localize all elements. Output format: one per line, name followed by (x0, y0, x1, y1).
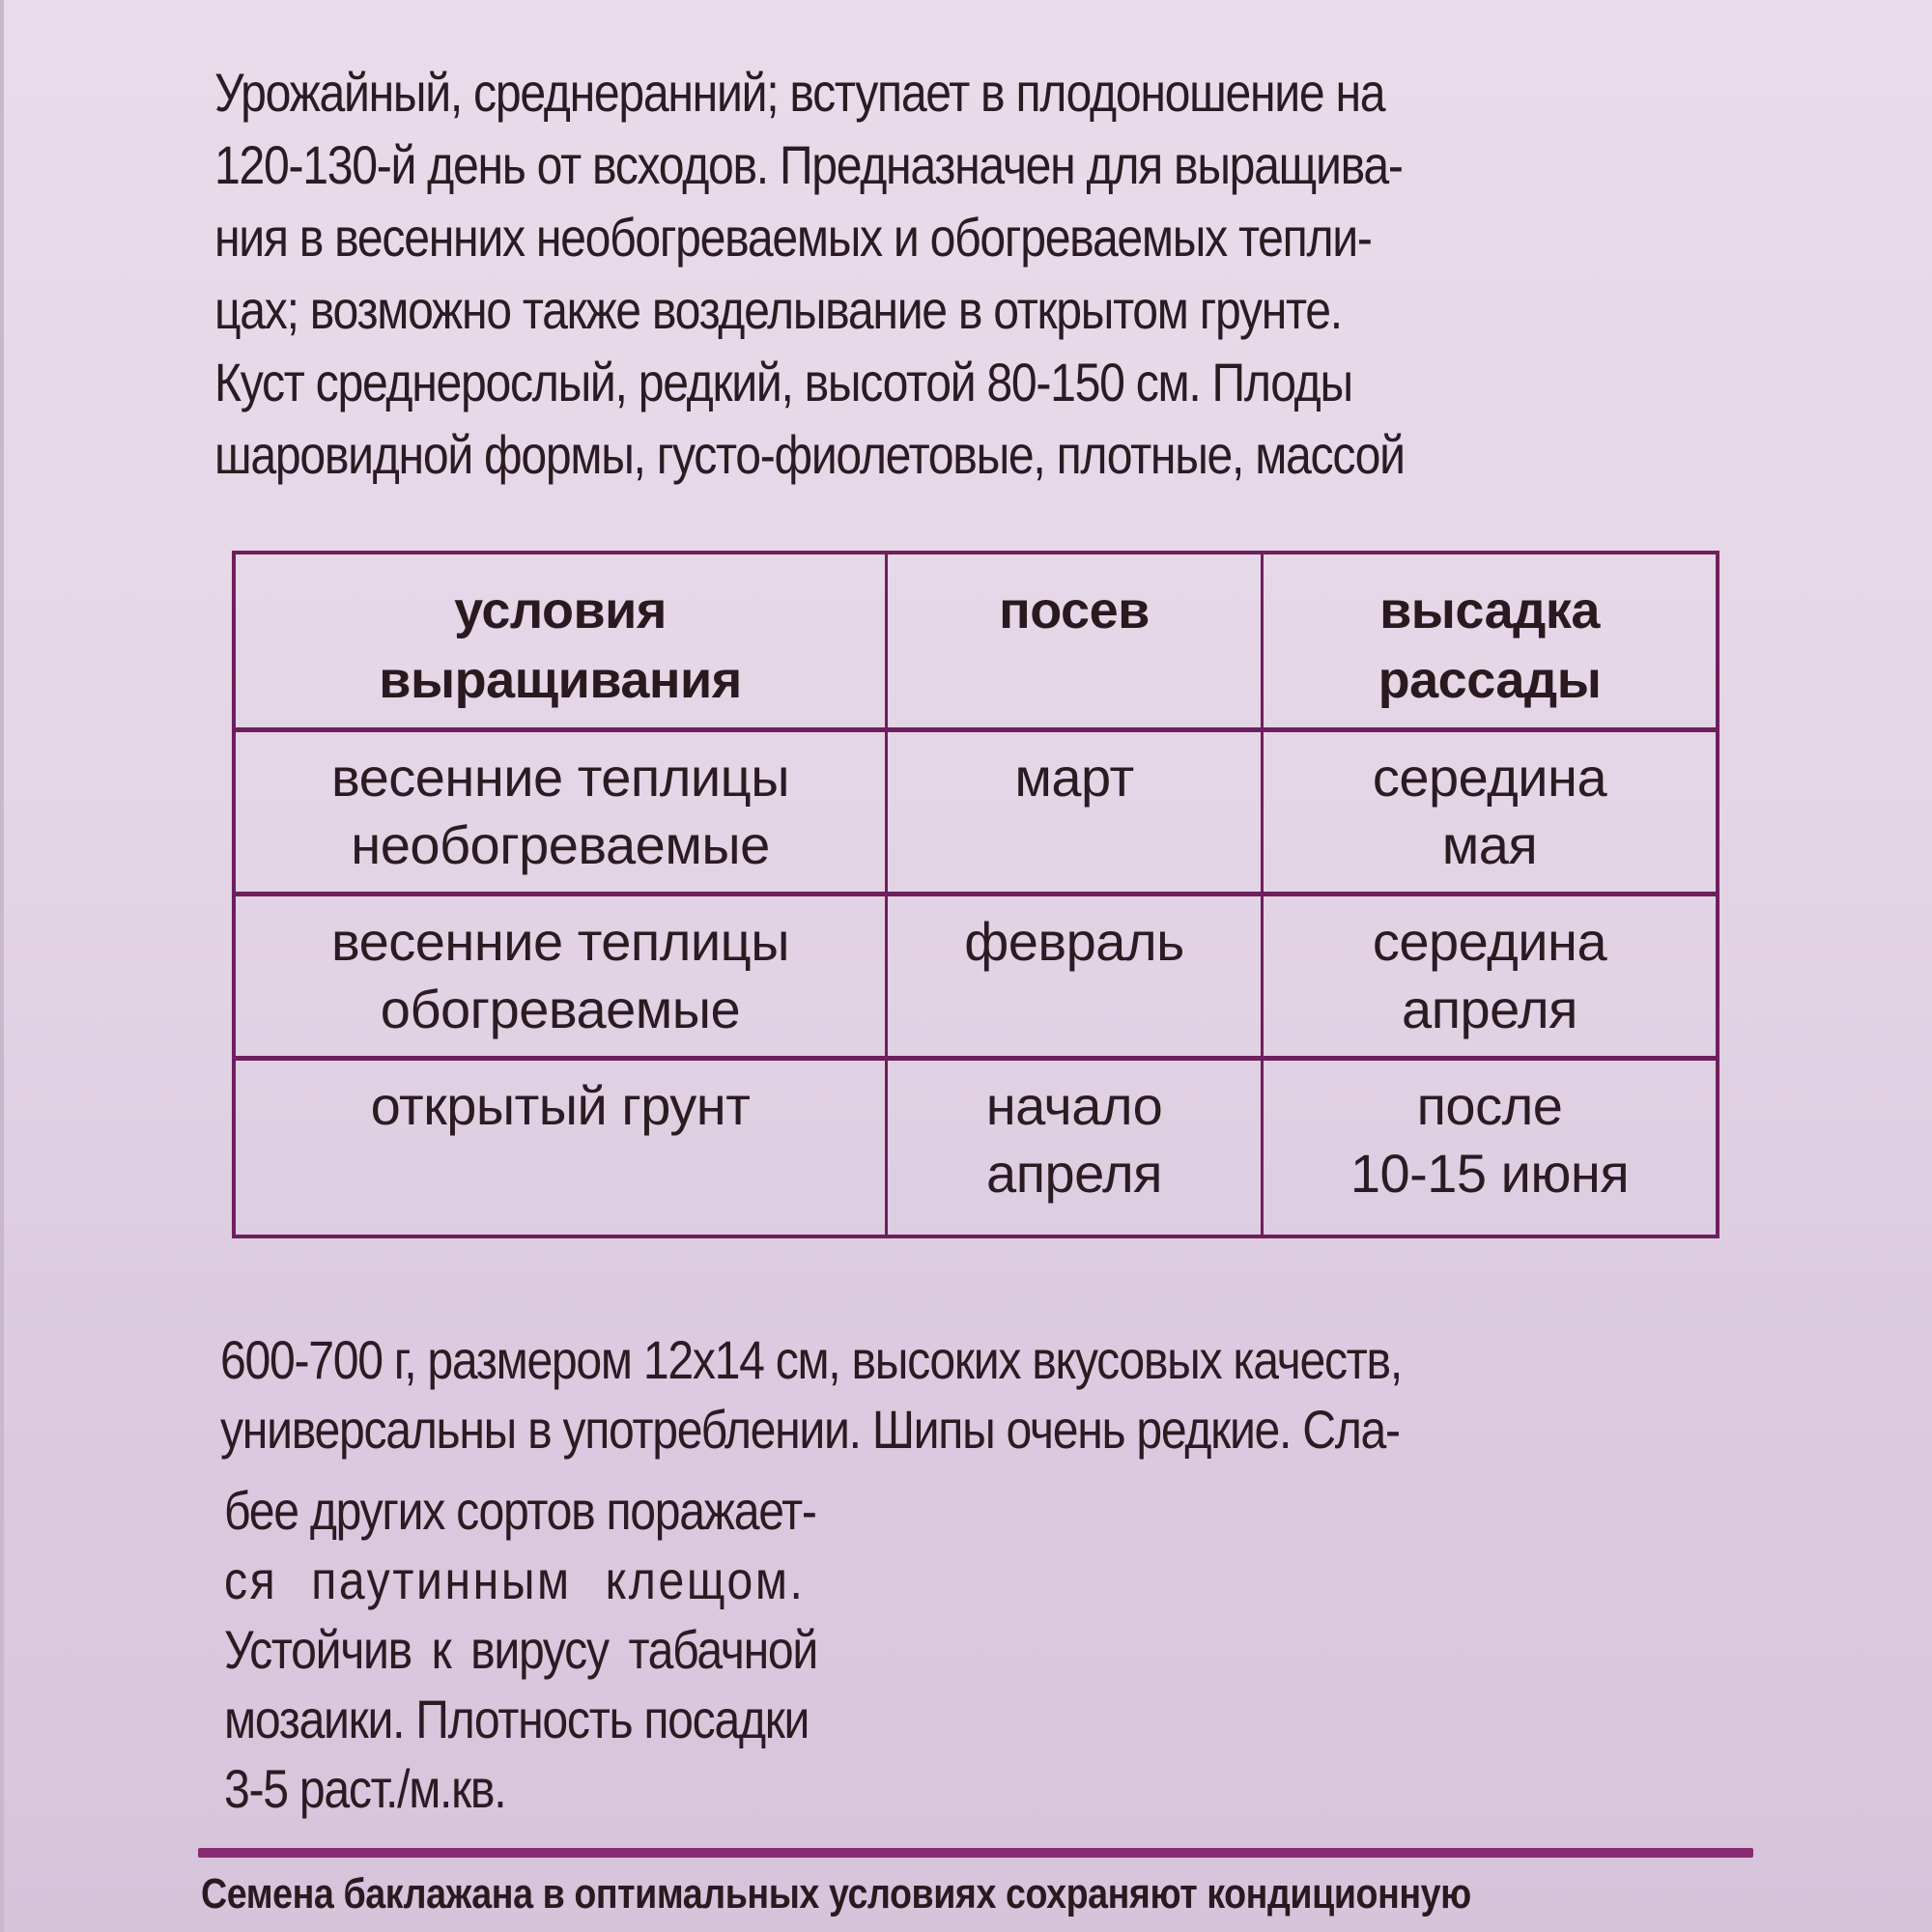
table-cell-conditions (236, 896, 888, 1061)
table-cell-transplanting (1264, 896, 1716, 1061)
table-cell-conditions (236, 732, 888, 896)
table-cell-sowing (888, 1061, 1264, 1235)
text-line: цах; возможно также возделывание в открытом грунте. (214, 279, 1342, 340)
table-cell-sowing (888, 732, 1264, 896)
cell-text: весенние теплицы (330, 747, 789, 808)
text-line: Урожайный, среднеранний; вступает в плодоношение на (214, 62, 1385, 123)
page-edge (0, 0, 4, 1932)
table-header-sowing (888, 554, 1264, 732)
header-text: рассады (1378, 651, 1602, 709)
cell-text: апреля (986, 1143, 1162, 1204)
text-line: универсальны в употреблении. Шипы очень редкие. Сла- (220, 1399, 1400, 1460)
text-line: шаровидной формы, густо-фиолетовые, плотные, массой (214, 424, 1405, 485)
cell-text: мая (1441, 814, 1538, 875)
intro-paragraph (214, 56, 1760, 491)
cell-text: середина (1372, 747, 1607, 808)
text-line: 600-700 г, размером 12х14 см, высоких вкусовых качеств, (220, 1329, 1402, 1390)
text-line: бее других сортов поражает- (224, 1480, 816, 1541)
text-line: ния в весенних необогреваемых и обогреваемых тепли- (214, 207, 1372, 268)
cell-text: после (1416, 1075, 1563, 1136)
storage-note: Семена баклажана в оптимальных условиях сохраняют кондиционную (201, 1870, 1471, 1918)
cell-text: 10-15 июня (1350, 1143, 1630, 1204)
header-text: высадка (1379, 582, 1600, 639)
table-cell-transplanting (1264, 1061, 1716, 1235)
cell-text: обогреваемые (380, 979, 741, 1039)
cell-text: апреля (1402, 979, 1577, 1039)
cell-text: середина (1372, 911, 1607, 972)
text-line: Куст среднерослый, редкий, высотой 80-150 см. Плоды (214, 352, 1352, 412)
header-text: выращивания (379, 651, 742, 709)
cell-text: весенние теплицы (330, 911, 789, 972)
header-text: условия (454, 582, 667, 639)
after-table-paragraph (220, 1325, 1766, 1464)
cell-text: февраль (964, 911, 1184, 972)
cell-text: март (1014, 747, 1134, 808)
text-line: 120-130-й день от всходов. Предназначен для выращива- (214, 134, 1403, 195)
header-text: посев (999, 582, 1150, 639)
table-cell-sowing (888, 896, 1264, 1061)
table-cell-transplanting (1264, 732, 1716, 896)
text-line: Устойчив к вирусу табачной (224, 1619, 818, 1680)
text-line: мозаики. Плотность посадки (224, 1689, 810, 1749)
cell-text: начало (985, 1075, 1163, 1136)
side-paragraph (224, 1476, 997, 1824)
table-header-conditions (236, 554, 888, 732)
text-line: 3-5 раст./м.кв. (224, 1758, 506, 1819)
cell-text: открытый грунт (370, 1075, 751, 1136)
growing-schedule-table (232, 551, 1719, 1238)
table-cell-conditions (236, 1061, 888, 1235)
table-header-transplanting (1264, 554, 1716, 732)
cell-text: необогреваемые (351, 814, 770, 875)
text-line: ся паутинным клещом. (224, 1549, 806, 1610)
divider-rule (198, 1848, 1753, 1858)
